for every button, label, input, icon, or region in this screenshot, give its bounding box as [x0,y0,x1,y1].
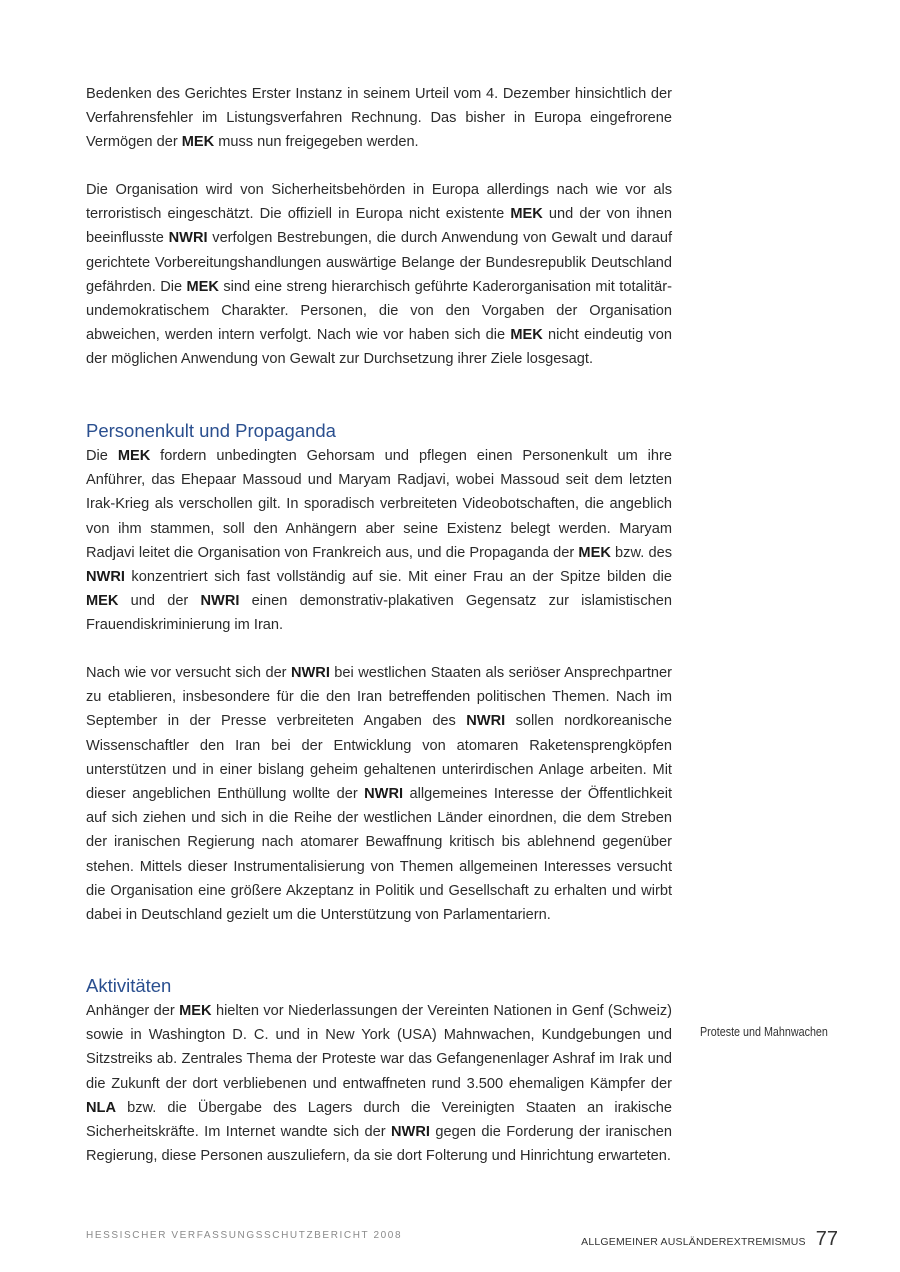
text-run: allgemeines Interesse der Öffentlichkeit auf sich ziehen und sich in die Reihe der westlichen Länder einordnen, die dem Streben der iranischen Regierung nach atomarer Bewaffnung kritisch bis ablehnend gegenüber stehen. Mittels dieser Instrumentalisierung von Themen allgemeinen Interesses versucht die Organisation eine größere Akzeptanz in Politik und Gesellschaft zu erhalten und wirbt dabei in Deutschland gezielt um die Unterstützung von Parlamentariern. [86,786,672,924]
org-abbreviation: NWRI [200,593,240,610]
org-abbreviation: MEK [86,593,119,610]
text-run: muss nun freigegeben werden. [214,134,419,151]
org-abbreviation: NWRI [466,713,506,730]
text-run: Die [86,448,118,464]
text-run: fordern unbedingten Gehorsam und pflegen einen Personenkult um ihre Anführer, das Ehepaar Massoud und Maryam Radjavi, wobei Massoud seit dem letzten Irak-Krieg als verschollen gilt. In sporadisch verbreiteten Videobotschaften, die angeblich von ihm stammen, soll den Anhängern aber seine Existenz belegt werden. Maryam Radjavi leitet die Organisation von Frankreich aus, und die Propaganda der [86,448,673,561]
text-run: und der von ihnen beeinflusste [86,206,672,247]
text-run: bei westlichen Staaten als seriöser Ansprechpartner zu etablieren, insbesondere für die den Iran betreffenden politischen Themen. Nach im September in der Presse verbreiteten Angaben des [86,665,672,730]
heading-personenkult: Personenkult und Propaganda [86,420,336,441]
paragraph-verfahrensfehler [86,82,672,155]
text-run: sollen nordkoreanische Wissenschaftler den Iran bei der Entwicklung von atomaren Raketensprengköpfen unterstützen und in einer bislang geheim gehaltenen unterirdischen Anlage arbeiten. Mit dieser angeblichen Enthüllung wollte der [86,713,672,803]
text-run: und der [118,593,201,610]
org-abbreviation: MEK [181,134,215,151]
org-abbreviation: NWRI [391,1124,430,1141]
org-abbreviation: MEK [179,1003,212,1019]
paragraph-einschaetzung [86,178,672,372]
footer-right [581,1228,838,1251]
paragraph-aktivitaeten [86,999,672,1168]
org-abbreviation: MEK [578,544,611,561]
text-run: konzentriert sich fast vollständig auf sie. Mit einer Frau an der Spitze bilden die [124,569,672,586]
text-run: Nach wie vor versucht sich der [86,665,291,681]
text-run: bzw. des [610,544,672,561]
text-run: bzw. die Übergabe des Lagers durch die Vereinigten Staaten an irakische Sicherheitskräfte. Im Internet wandte sich der [86,1099,672,1141]
paragraph-nwri-ansprechpartner [86,661,672,927]
org-abbreviation: MEK [186,278,219,295]
text-run: Bedenken des Gerichtes Erster Instanz in seinem Urteil vom 4. Dezember hinsichtlich der Verfahrensfehler im Listungsverfahren Rechnung. Das bisher in Europa eingefrorene Vermögen der [86,86,672,151]
org-abbreviation: NWRI [364,786,404,803]
footer-section-title: ALLGEMEINER AUSLÄNDEREXTREMISMUS [581,1236,806,1248]
org-abbreviation: MEK [510,327,543,344]
margin-note: Proteste und Mahnwachen [700,1025,828,1039]
paragraph-personenkult [86,444,672,638]
text-run: einen demonstrativ-plakativen Gegensatz zur islamistischen Frauendiskriminierung im Iran. [86,593,672,634]
org-abbreviation: NLA [86,1099,116,1116]
org-abbreviation: NWRI [290,665,330,681]
footer-publication: HESSISCHER VERFASSUNGSSCHUTZBERICHT 2008 [86,1230,403,1241]
text-run: hielten vor Niederlassungen der Vereinten Nationen in Genf (Schweiz) sowie in Washington D. C. und in New York (USA) Mahnwachen, Kundgebungen und Sitzstreiks ab. Zentrales Thema der Proteste war das Gefangenenlager Ashraf im Irak und die Zukunft der dort verbliebenen und entwaffneten rund 3.500 ehemaligen Kämpfer der [86,1003,672,1092]
text-run: Die Organisation wird von Sicherheitsbehörden in Europa allerdings nach wie vor als terroristisch eingeschätzt. Die offiziell in Europa nicht existente [86,182,672,223]
heading-aktivitaeten: Aktivitäten [86,975,172,996]
org-abbreviation: NWRI [86,569,125,586]
org-abbreviation: MEK [510,206,543,223]
page-number: 77 [815,1228,838,1250]
text-run: sind eine streng hierarchisch geführte Kaderorganisation mit totalitär-undemokratischem Charakter. Personen, die von den Vorgaben der Organisation abweichen, werden intern verfolgt. Nach wie vor haben sich die [86,278,672,344]
text-run: verfolgen Bestrebungen, die durch Anwendung von Gewalt und darauf gerichtete Vorbereitungshandlungen auswärtige Belange der Bundesrepublik Deutschland gefährden. Die [86,230,672,295]
org-abbreviation: MEK [117,448,151,464]
text-run: gegen die Forderung der iranischen Regierung, diese Personen auszuliefern, da sie dort Folterung und Hinrichtung erwarteten. [86,1124,672,1165]
text-run: nicht eindeutig von der möglichen Anwendung von Gewalt zur Durchsetzung ihrer Ziele losgesagt. [86,327,672,368]
text-run: Anhänger der [86,1003,180,1019]
org-abbreviation: NWRI [168,230,208,247]
